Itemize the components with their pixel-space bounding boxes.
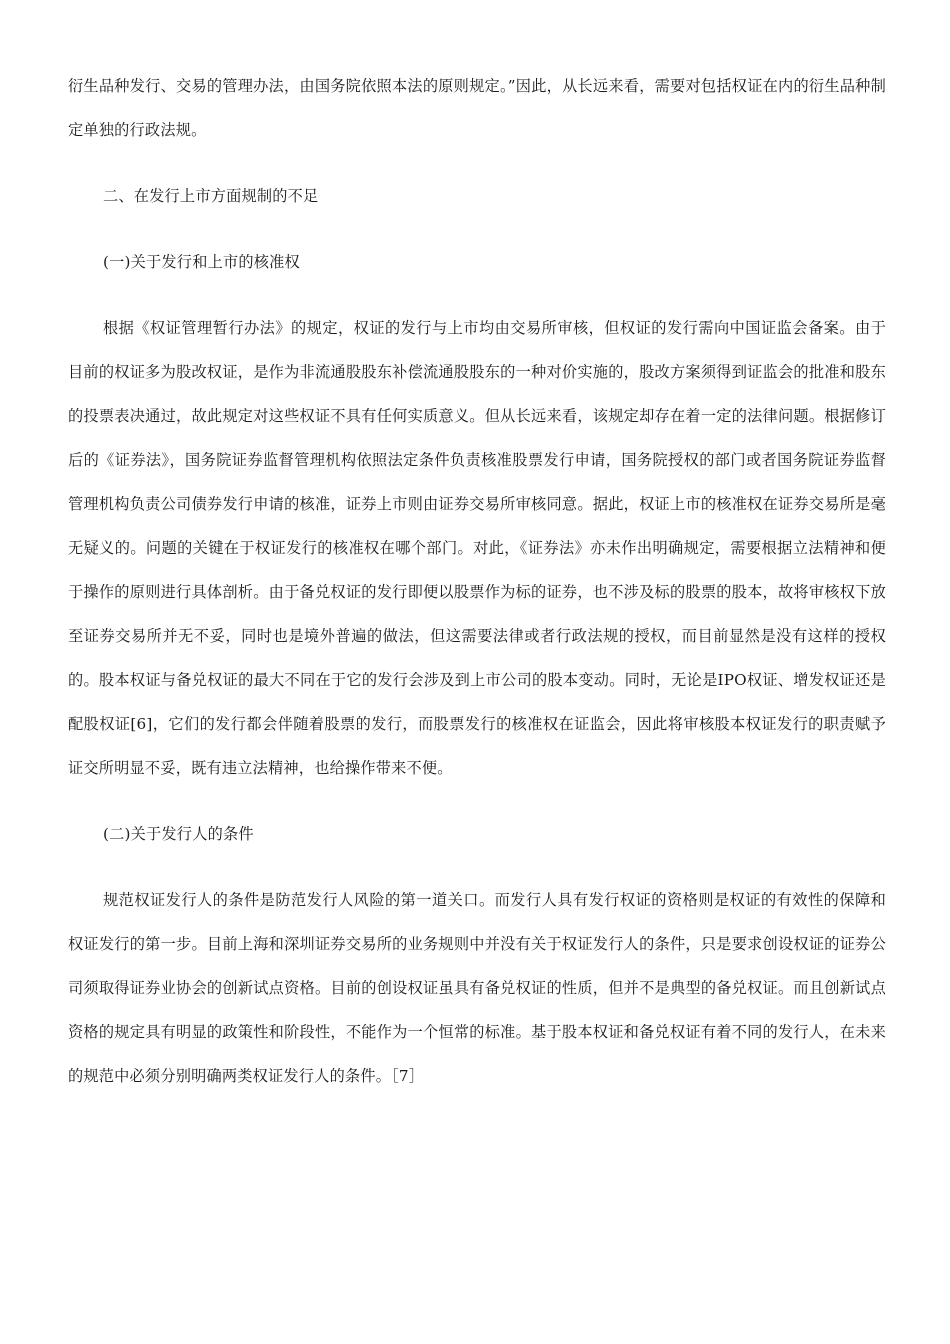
document-page: [68, 64, 886, 1098]
section-heading: 二、在发行上市方面规制的不足: [103, 187, 319, 205]
subsection-heading-1: (一)关于发行和上市的核准权: [103, 253, 300, 271]
subsection-heading-2: (二)关于发行人的条件: [103, 825, 254, 843]
paragraph-continuation: 衍生品种发行、交易的管理办法，由国务院依照本法的原则规定。”因此，从长远来看，需要对包括权证在内的衍生品种制定单独的行政法规。: [68, 77, 886, 139]
paragraph-approval-authority: 根据《权证管理暂行办法》的规定，权证的发行与上市均由交易所审核，但权证的发行需向中国证监会备案。由于目前的权证多为股改权证，是作为非流通股股东补偿流通股股东的一种对价实施的，股改方案须得到证监会的批准和股东的投票表决通过，故此规定对这些权证不具有任何实质意义。但从长远来看，该规定却存在着一定的法律问题。根据修订后的《证券法》，国务院证券监督管理机构依照法定条件负责核准股票发行申请，国务院授权的部门或者国务院证券监督管理机构负责公司债券发行申请的核准，证券上市则由证券交易所审核同意。据此，权证上市的核准权在证券交易所是毫无疑义的。问题的关键在于权证发行的核准权在哪个部门。对此，《证券法》亦未作出明确规定，需要根据立法精神和便于操作的原则进行具体剖析。由于备兑权证的发行即便以股票作为标的证券，也不涉及标的股票的股本，故将审核权下放至证券交易所并无不妥，同时也是境外普遍的做法，但这需要法律或者行政法规的授权，而目前显然是没有这样的授权的。股本权证与备兑权证的最大不同在于它的发行会涉及到上市公司的股本变动。同时，无论是IPO权证、增发权证还是配股权证[6]，它们的发行都会伴随着股票的发行，而股票发行的核准权在证监会，因此将审核股本权证发行的职责赋予证交所明显不妥，既有违立法精神，也给操作带来不便。: [68, 319, 886, 777]
paragraph-issuer-conditions: 规范权证发行人的条件是防范发行人风险的第一道关口。而发行人具有发行权证的资格则是权证的有效性的保障和权证发行的第一步。目前上海和深圳证券交易所的业务规则中并没有关于权证发行人的条件，只是要求创设权证的证券公司须取得证券业协会的创新试点资格。目前的创设权证虽具有备兑权证的性质，但并不是典型的备兑权证。而且创新试点资格的规定具有明显的政策性和阶段性，不能作为一个恒常的标准。基于股本权证和备兑权证有着不同的发行人，在未来的规范中必须分别明确两类权证发行人的条件。［7］: [68, 891, 886, 1085]
